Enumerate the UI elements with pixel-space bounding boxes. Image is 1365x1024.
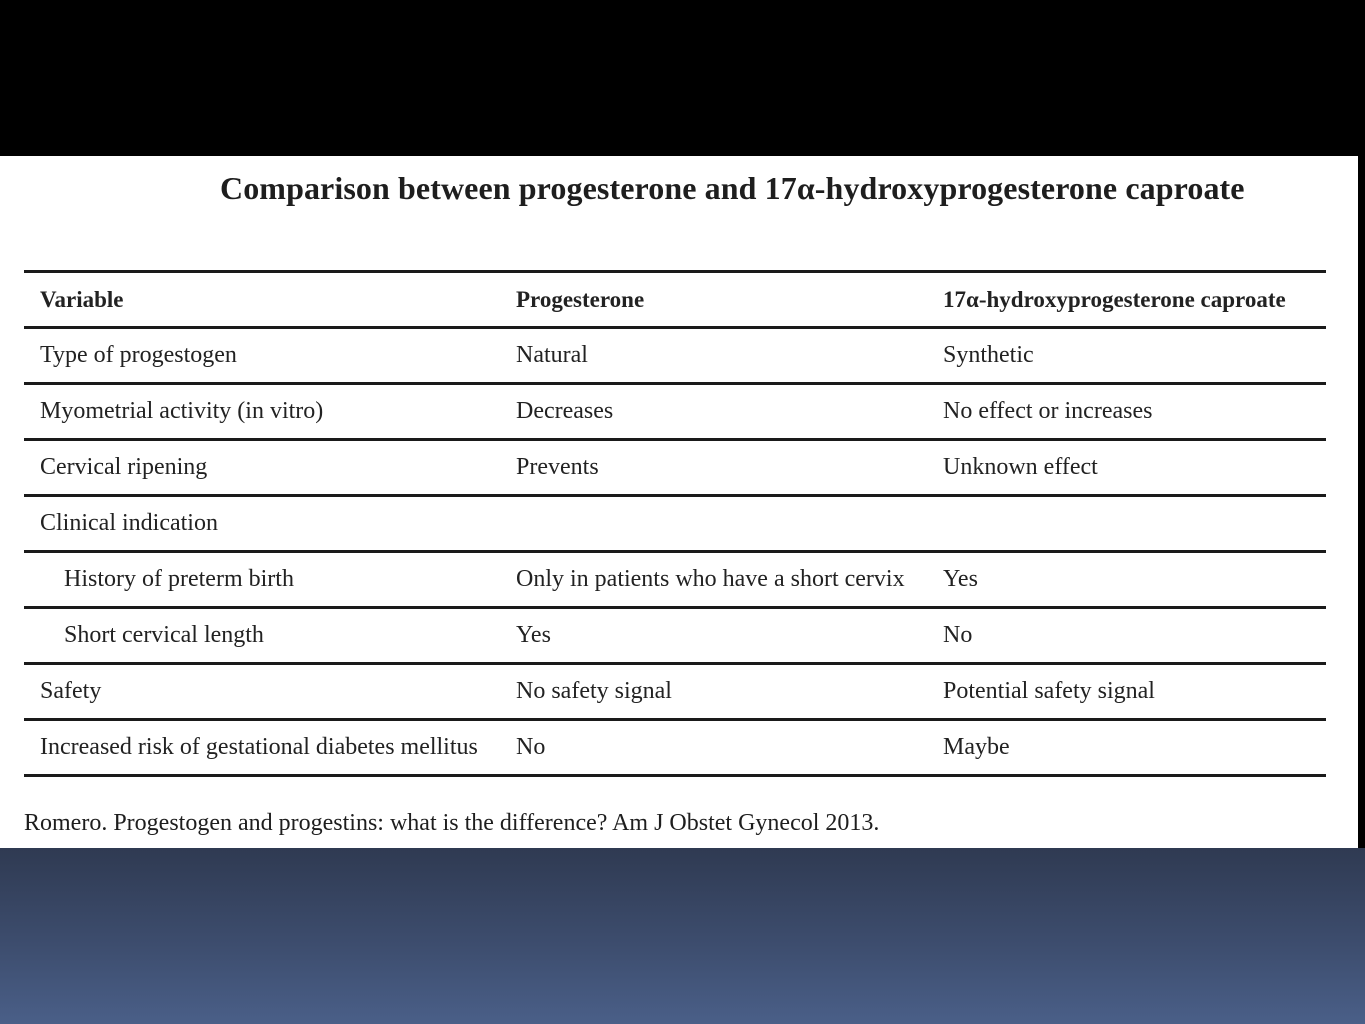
header-variable: Variable [40, 287, 124, 312]
table-row [24, 441, 1326, 497]
table-row [24, 721, 1326, 777]
cell-caproate: Yes [943, 566, 978, 592]
top-black-band [0, 0, 1365, 156]
table-row [24, 385, 1326, 441]
cell-caproate: No effect or increases [943, 398, 1153, 424]
comparison-table [24, 270, 1326, 777]
cell-progesterone: Only in patients who have a short cervix [516, 566, 905, 592]
cell-progesterone: Yes [516, 622, 551, 648]
cell-variable: Increased risk of gestational diabetes mellitus [40, 734, 478, 760]
source-citation: Romero. Progestogen and progestins: what is the difference? Am J Obstet Gynecol 2013. [24, 810, 880, 836]
cell-caproate: Unknown effect [943, 454, 1098, 480]
cell-caproate: Potential safety signal [943, 678, 1155, 704]
cell-variable: Clinical indication [40, 510, 218, 536]
slide-content [0, 156, 1358, 848]
cell-progesterone: No safety signal [516, 678, 672, 704]
cell-variable: Myometrial activity (in vitro) [40, 398, 324, 424]
cell-progesterone: No [516, 734, 546, 760]
header-caproate: 17α-hydroxyprogesterone caproate [943, 287, 1286, 312]
cell-variable: Short cervical length [64, 622, 264, 648]
cell-progesterone: Natural [516, 342, 588, 368]
cell-progesterone: Decreases [516, 398, 614, 424]
bottom-gradient-band [0, 848, 1365, 1024]
table-row [24, 553, 1326, 609]
cell-variable: Type of progestogen [40, 342, 237, 368]
cell-caproate: Maybe [943, 734, 1010, 760]
cell-caproate: Synthetic [943, 342, 1034, 368]
cell-variable: History of preterm birth [64, 566, 294, 592]
table-row [24, 609, 1326, 665]
slide-title: Comparison between progesterone and 17α-hydroxyprogesterone caproate [220, 170, 1245, 206]
table-row [24, 665, 1326, 721]
cell-variable: Safety [40, 678, 102, 704]
cell-variable: Cervical ripening [40, 454, 208, 480]
cell-progesterone: Prevents [516, 454, 599, 480]
table-row [24, 497, 1326, 553]
cell-caproate: No [943, 622, 973, 648]
table-row [24, 329, 1326, 385]
header-progesterone: Progesterone [516, 287, 645, 312]
table-header-row [24, 273, 1326, 329]
